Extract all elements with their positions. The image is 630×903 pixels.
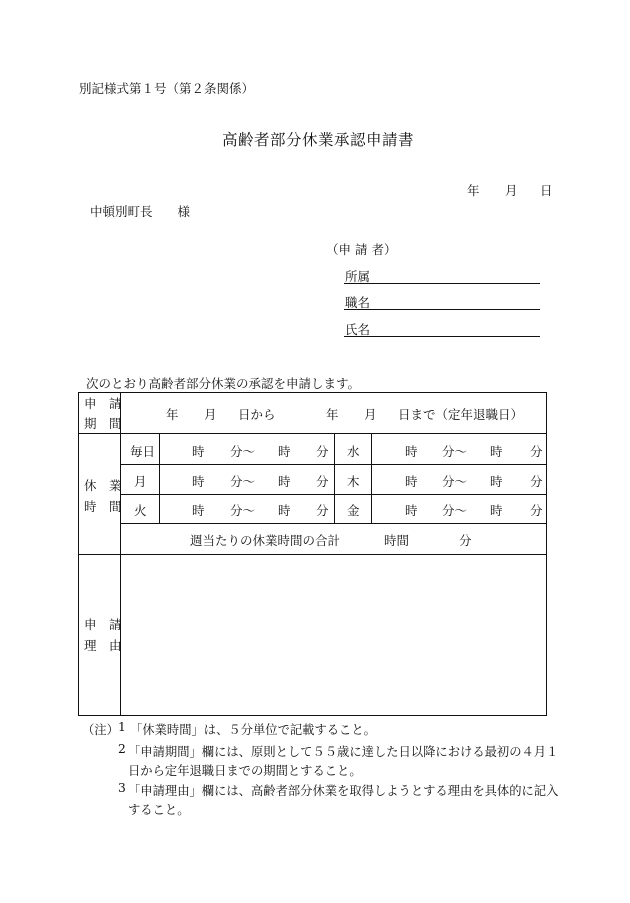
- row-fri-start-hour: 時: [405, 503, 418, 518]
- row-wed-end-min: 分: [530, 444, 543, 459]
- row-wed-start-hour: 時: [405, 444, 418, 459]
- row-thu-end-hour: 時: [490, 474, 503, 489]
- period-start-day: 日から: [238, 407, 276, 422]
- period-end-month: 月: [364, 407, 377, 422]
- form-number: 別記様式第１号（第２条関係）: [79, 81, 255, 96]
- note-2-number: 2: [118, 742, 126, 756]
- note-3-number: 3: [118, 781, 126, 795]
- row-daily-label: 毎日: [130, 444, 156, 459]
- row-tue-end-hour: 時: [278, 503, 291, 518]
- row-fri-label: 金: [347, 503, 360, 518]
- note-2-text-line1: 「申請期間」欄には、原則として５５歳に達した日以降における最初の４月１: [128, 745, 559, 759]
- weekly-total-minutes: 分: [459, 533, 472, 548]
- period-start-year: 年: [166, 407, 179, 422]
- date-day-label: 日: [540, 183, 553, 198]
- reason-label-line1: 申 請: [84, 617, 122, 632]
- period-start-month: 月: [204, 407, 217, 422]
- row-tue-start-hour: 時: [192, 503, 205, 518]
- period-label-line2: 期 間: [84, 416, 122, 431]
- addressee: 中頓別町長 様: [90, 204, 191, 219]
- row-wed-label: 水: [347, 444, 360, 459]
- row-thu-label: 木: [347, 474, 360, 489]
- note-1-text: 「休業時間」は、５分単位で記載すること。: [130, 723, 376, 737]
- date-year-label: 年: [467, 183, 480, 198]
- row-tue-label: 火: [134, 503, 147, 518]
- period-label-line1: 申 請: [84, 396, 122, 411]
- row-mon-start-min: 分～: [230, 474, 256, 489]
- row-thu-start-hour: 時: [405, 474, 418, 489]
- form-title: 高齢者部分休業承認申請書: [222, 131, 415, 149]
- note-2-text-line2: 日から定年退職日までの期間とすること。: [128, 764, 362, 778]
- row-wed-end-hour: 時: [490, 444, 503, 459]
- leave-label-line1: 休 業: [84, 478, 122, 493]
- row-mon-end-hour: 時: [278, 474, 291, 489]
- row-daily-start-min: 分～: [230, 444, 256, 459]
- weekly-total-label: 週当たりの休業時間の合計: [190, 533, 341, 548]
- period-end-year: 年: [326, 407, 339, 422]
- row-tue-start-min: 分～: [230, 503, 256, 518]
- position-line: [344, 309, 540, 310]
- note-3-text-line2: すること。: [128, 803, 190, 817]
- name-line: [344, 336, 540, 337]
- row-mon-start-hour: 時: [192, 474, 205, 489]
- note-3-text-line1: 「申請理由」欄には、高齢者部分休業を取得しようとする理由を具体的に記入: [128, 784, 559, 798]
- affiliation-line: [344, 283, 540, 284]
- row-daily-start-hour: 時: [192, 444, 205, 459]
- row-tue-end-min: 分: [316, 503, 329, 518]
- period-end-day: 日まで（定年退職日）: [398, 407, 524, 422]
- name-label: 氏名: [345, 322, 371, 337]
- weekly-total-hours: 時間: [384, 533, 410, 548]
- row-daily-end-hour: 時: [278, 444, 291, 459]
- row-daily-end-min: 分: [316, 444, 329, 459]
- reason-label-line2: 理 由: [84, 638, 122, 653]
- date-month-label: 月: [505, 183, 518, 198]
- row-fri-start-min: 分～: [442, 503, 468, 518]
- row-mon-label: 月: [134, 474, 147, 489]
- row-thu-end-min: 分: [530, 474, 543, 489]
- note-1-number: 1: [118, 720, 126, 734]
- position-label: 職名: [345, 295, 371, 310]
- intro-text: 次のとおり高齢者部分休業の承認を申請します。: [86, 376, 361, 391]
- row-mon-end-min: 分: [316, 474, 329, 489]
- leave-label-line2: 時 間: [84, 499, 122, 514]
- row-wed-start-min: 分～: [442, 444, 468, 459]
- affiliation-label: 所属: [345, 269, 371, 284]
- row-fri-end-hour: 時: [490, 503, 503, 518]
- notes-lead: （注）: [82, 723, 119, 737]
- applicant-heading: （申 請 者）: [326, 242, 397, 257]
- row-fri-end-min: 分: [530, 503, 543, 518]
- row-thu-start-min: 分～: [442, 474, 468, 489]
